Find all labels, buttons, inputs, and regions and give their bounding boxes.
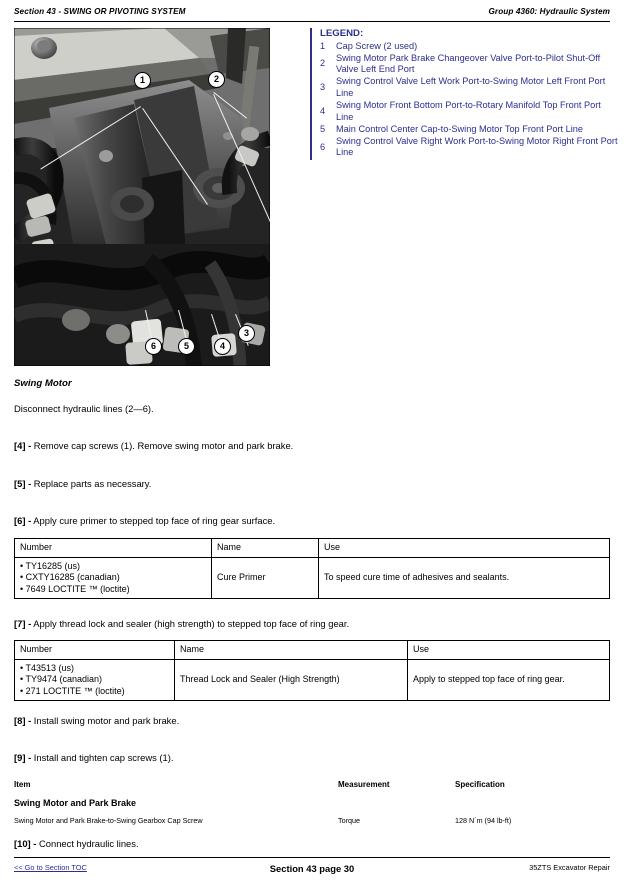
photo-callout-3: 3 (238, 325, 255, 342)
spec-row-item: Swing Motor and Park Brake-to-Swing Gearbox Cap Screw (14, 816, 203, 825)
footer-divider (14, 857, 610, 858)
step-7 (14, 618, 349, 630)
cure-primer-name: Cure Primer (212, 557, 319, 599)
spec-data-row (14, 816, 610, 825)
step-9-text: Install and tighten cap screws (1). (31, 752, 174, 763)
step-8-number: [8] - (14, 715, 32, 726)
legend-item-1-number: 1 (320, 40, 326, 51)
legend-item-4 (320, 100, 620, 123)
footer-page-number: Section 43 page 30 (269, 863, 355, 874)
footer-manual-title: 35ZTS Excavator Repair (529, 863, 610, 872)
photo-callout-4: 4 (214, 338, 231, 355)
thread-lock-use: Apply to stepped top face of ring gear. (408, 659, 610, 701)
step-6 (14, 515, 275, 527)
cure-primer-number-us: • TY16285 (us) (20, 560, 81, 571)
legend-item-1 (320, 41, 620, 53)
step-5-number: [5] - (14, 478, 32, 489)
go-to-section-toc-link[interactable]: << Go to Section TOC (14, 863, 87, 872)
legend-item-5-number: 5 (320, 123, 326, 134)
step-9-number: [9] - (14, 752, 32, 763)
step-10 (14, 838, 139, 850)
cure-primer-header-use: Use (319, 539, 610, 558)
header-group-title: Group 4360: Hydraulic System (488, 7, 610, 16)
legend-item-3 (320, 76, 620, 99)
thread-lock-header-name: Name (175, 641, 408, 660)
thread-lock-number-canadian: • TY9474 (canadian) (20, 674, 103, 684)
cure-primer-use: To speed cure time of adhesives and sealants. (319, 557, 610, 599)
photo-callout-6: 6 (145, 338, 162, 355)
spec-header-item: Item (14, 780, 31, 789)
thread-lock-numbers (15, 659, 175, 701)
cure-primer-header-name: Name (212, 539, 319, 558)
photo-callout-5: 5 (178, 338, 195, 355)
step-4-number: [4] - (14, 440, 32, 451)
step-5-text: Replace parts as necessary. (31, 478, 152, 489)
spec-header-measurement: Measurement (338, 780, 390, 789)
cure-primer-header-number: Number (15, 539, 212, 558)
cure-primer-header-row (15, 539, 610, 558)
thread-lock-header-number: Number (15, 641, 175, 660)
legend-item-6-number: 6 (320, 141, 326, 152)
legend-item-3-text: Swing Control Valve Left Work Port-to-Swing Motor Left Front Port Line (336, 76, 606, 98)
legend-item-2 (320, 53, 620, 76)
header-section-title: Section 43 - SWING OR PIVOTING SYSTEM (14, 7, 186, 16)
legend-title: LEGEND: (320, 28, 364, 39)
thread-lock-name: Thread Lock and Sealer (High Strength) (175, 659, 408, 701)
photo-callout-1: 1 (134, 72, 151, 89)
thread-lock-table (14, 640, 610, 701)
header-divider (14, 21, 610, 22)
step-9 (14, 752, 173, 764)
thread-lock-number-loctite: • 271 LOCTITE ™ (loctite) (20, 685, 125, 696)
step-8-text: Install swing motor and park brake. (31, 715, 180, 726)
legend-item-5 (320, 124, 620, 136)
legend-block (310, 28, 620, 160)
step-5 (14, 478, 151, 490)
legend-item-6-text: Swing Control Valve Right Work Port-to-Swing Motor Right Front Port Line (336, 135, 618, 158)
cure-primer-table (14, 538, 610, 599)
photo-callout-2: 2 (208, 71, 225, 88)
specification-table (14, 780, 610, 825)
legend-item-2-text: Swing Motor Park Brake Changeover Valve Port-to-Pilot Shut-Off Valve Left End Port (336, 52, 601, 75)
swing-motor-heading: Swing Motor (14, 378, 72, 389)
page-header (14, 7, 610, 16)
spec-group-row (14, 798, 610, 816)
legend-item-4-number: 4 (320, 105, 326, 116)
spec-row-measurement: Torque (338, 816, 360, 825)
legend-item-6 (320, 136, 620, 159)
spec-group-title: Swing Motor and Park Brake (14, 798, 137, 808)
thread-lock-header-row (15, 641, 610, 660)
step-7-number: [7] - (14, 618, 32, 629)
legend-item-2-number: 2 (320, 58, 326, 69)
spec-header-row (14, 780, 610, 798)
step-8 (14, 715, 179, 727)
step-7-text: Apply thread lock and sealer (high strength) to stepped top face of ring gear. (31, 618, 350, 629)
thread-lock-row (15, 659, 610, 701)
legend-item-4-text: Swing Motor Front Bottom Port-to-Rotary Manifold Top Front Port Line (336, 100, 601, 122)
cure-primer-row (15, 557, 610, 599)
cure-primer-number-loctite: • 7649 LOCTITE ™ (loctite) (20, 583, 130, 594)
cure-primer-numbers (15, 557, 212, 599)
step-10-number: [10] - (14, 838, 37, 849)
spec-row-specification: 128 N´m (94 lb-ft) (455, 816, 512, 825)
step-10-text: Connect hydraulic lines. (36, 838, 139, 849)
swing-motor-photo (14, 28, 270, 366)
step-6-text: Apply cure primer to stepped top face of ring gear surface. (31, 515, 276, 526)
legend-item-3-number: 3 (320, 82, 326, 93)
spec-header-specification: Specification (455, 780, 505, 789)
cure-primer-number-canadian: • CXTY16285 (canadian) (20, 572, 120, 582)
step-4-text: Remove cap screws (1). Remove swing motor and park brake. (31, 440, 294, 451)
intro-paragraph: Disconnect hydraulic lines (2—6). (14, 403, 154, 414)
step-4 (14, 440, 293, 452)
step-6-number: [6] - (14, 515, 32, 526)
legend-item-1-text: Cap Screw (2 used) (336, 40, 418, 51)
thread-lock-header-use: Use (408, 641, 610, 660)
thread-lock-number-us: • T43513 (us) (20, 662, 75, 673)
legend-item-5-text: Main Control Center Cap-to-Swing Motor Top Front Port Line (336, 123, 583, 134)
